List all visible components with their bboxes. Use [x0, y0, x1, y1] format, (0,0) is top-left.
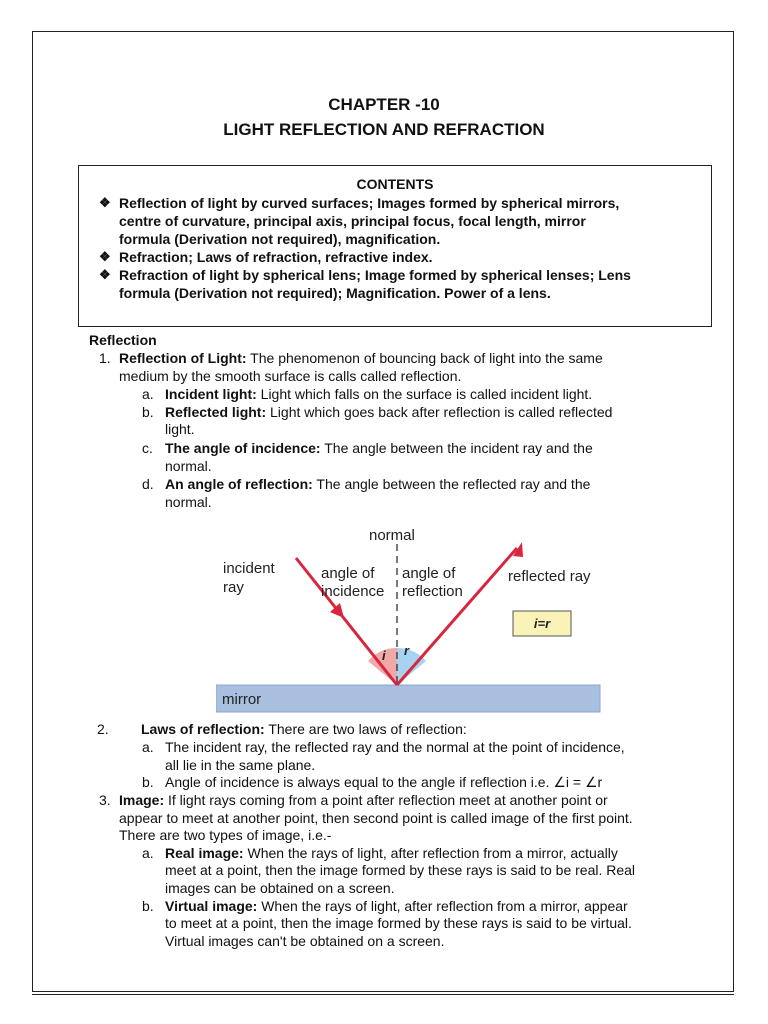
paragraph-line: appear to meet at another point, then second point is called image of the first point. — [119, 810, 633, 826]
paragraph-line: Reflection of Light: The phenomenon of bouncing back of light into the same — [119, 350, 603, 366]
sub-line: normal. — [165, 458, 212, 474]
sub-letter: a. — [142, 845, 154, 861]
item-number: 1. — [99, 350, 111, 366]
sub-line: Real image: When the rays of light, after reflection from a mirror, actually — [165, 845, 618, 861]
sub-letter: a. — [142, 739, 154, 755]
sub-line: An angle of reflection: The angle between the reflected ray and the — [165, 476, 591, 492]
sub-line: meet at a point, then the image formed by these rays is said to be real. Real — [165, 862, 636, 878]
sub-line: normal. — [165, 494, 212, 510]
mirror-label: mirror — [222, 691, 262, 708]
mirror-surface — [216, 685, 600, 712]
paragraph-line: There are two types of image, i.e.- — [119, 827, 332, 843]
sub-letter: c. — [142, 440, 153, 456]
sub-line: Virtual images can't be obtained on a screen. — [165, 933, 445, 949]
sub-line: to meet at a point, then the image formed by these rays is said to be virtual. — [165, 915, 632, 931]
contents-line: Reflection of light by curved surfaces; Images formed by spherical mirrors, — [119, 195, 620, 211]
angle-incidence-label: incidence — [321, 583, 385, 600]
sub-line: Reflected light: Light which goes back after reflection is called reflected — [165, 404, 613, 420]
sub-letter: a. — [142, 386, 154, 402]
sub-letter: b. — [142, 774, 154, 790]
incident-label: ray — [223, 579, 244, 596]
sub-letter: b. — [142, 898, 154, 914]
sub-line: images can be obtained on a screen. — [165, 880, 395, 896]
sub-line: light. — [165, 421, 195, 437]
sub-line: Incident light: Light which falls on the surface is called incident light. — [165, 386, 593, 402]
contents-title: CONTENTS — [356, 176, 434, 192]
page-border-bottom — [32, 994, 734, 995]
angle-reflection-label: angle of — [402, 565, 456, 582]
incident-label: incident — [223, 560, 275, 577]
normal-label: normal — [369, 527, 415, 544]
contents-line: centre of curvature, principal axis, principal focus, focal length, mirror — [119, 213, 586, 229]
sub-line: Angle of incidence is always equal to the angle if reflection i.e. ∠i = ∠r — [165, 774, 603, 790]
item-number: 2. — [97, 721, 109, 737]
chapter-number: CHAPTER -10 — [328, 95, 440, 114]
angle-r-label: r — [404, 643, 410, 658]
sub-line: The angle of incidence: The angle between the incident ray and the — [165, 440, 593, 456]
reflected-ray-label: reflected ray — [508, 568, 591, 585]
diamond-bullet-icon: ❖ — [99, 249, 111, 264]
diamond-bullet-icon: ❖ — [99, 195, 111, 210]
paragraph-line: Laws of reflection: There are two laws of reflection: — [141, 721, 467, 737]
contents-box — [78, 165, 712, 327]
sub-line: The incident ray, the reflected ray and the normal at the point of incidence, — [165, 739, 625, 755]
sub-line: Virtual image: When the rays of light, after reflection from a mirror, appear — [165, 898, 628, 914]
sub-letter: d. — [142, 476, 154, 492]
reflection-diagram — [216, 522, 604, 714]
contents-line: formula (Derivation not required); Magnification. Power of a lens. — [119, 285, 551, 301]
contents-line: formula (Derivation not required), magnification. — [119, 231, 441, 247]
angle-i-label: i — [382, 648, 386, 663]
diamond-bullet-icon: ❖ — [99, 267, 111, 282]
contents-line: Refraction of light by spherical lens; Image formed by spherical lenses; Lens — [119, 267, 631, 283]
section-heading: Reflection — [89, 332, 157, 348]
sub-line: all lie in the same plane. — [165, 757, 316, 773]
paragraph-line: medium by the smooth surface is calls called reflection. — [119, 368, 462, 384]
paragraph-line: Image: If light rays coming from a point after reflection meet at another point or — [119, 792, 608, 808]
chapter-title: LIGHT REFLECTION AND REFRACTION — [223, 120, 545, 139]
contents-line: Refraction; Laws of refraction, refractive index. — [119, 249, 433, 265]
equation-label: i=r — [533, 616, 551, 631]
angle-reflection-label: reflection — [402, 583, 463, 600]
angle-incidence-label: angle of — [321, 565, 375, 582]
sub-letter: b. — [142, 404, 154, 420]
item-number: 3. — [99, 792, 111, 808]
